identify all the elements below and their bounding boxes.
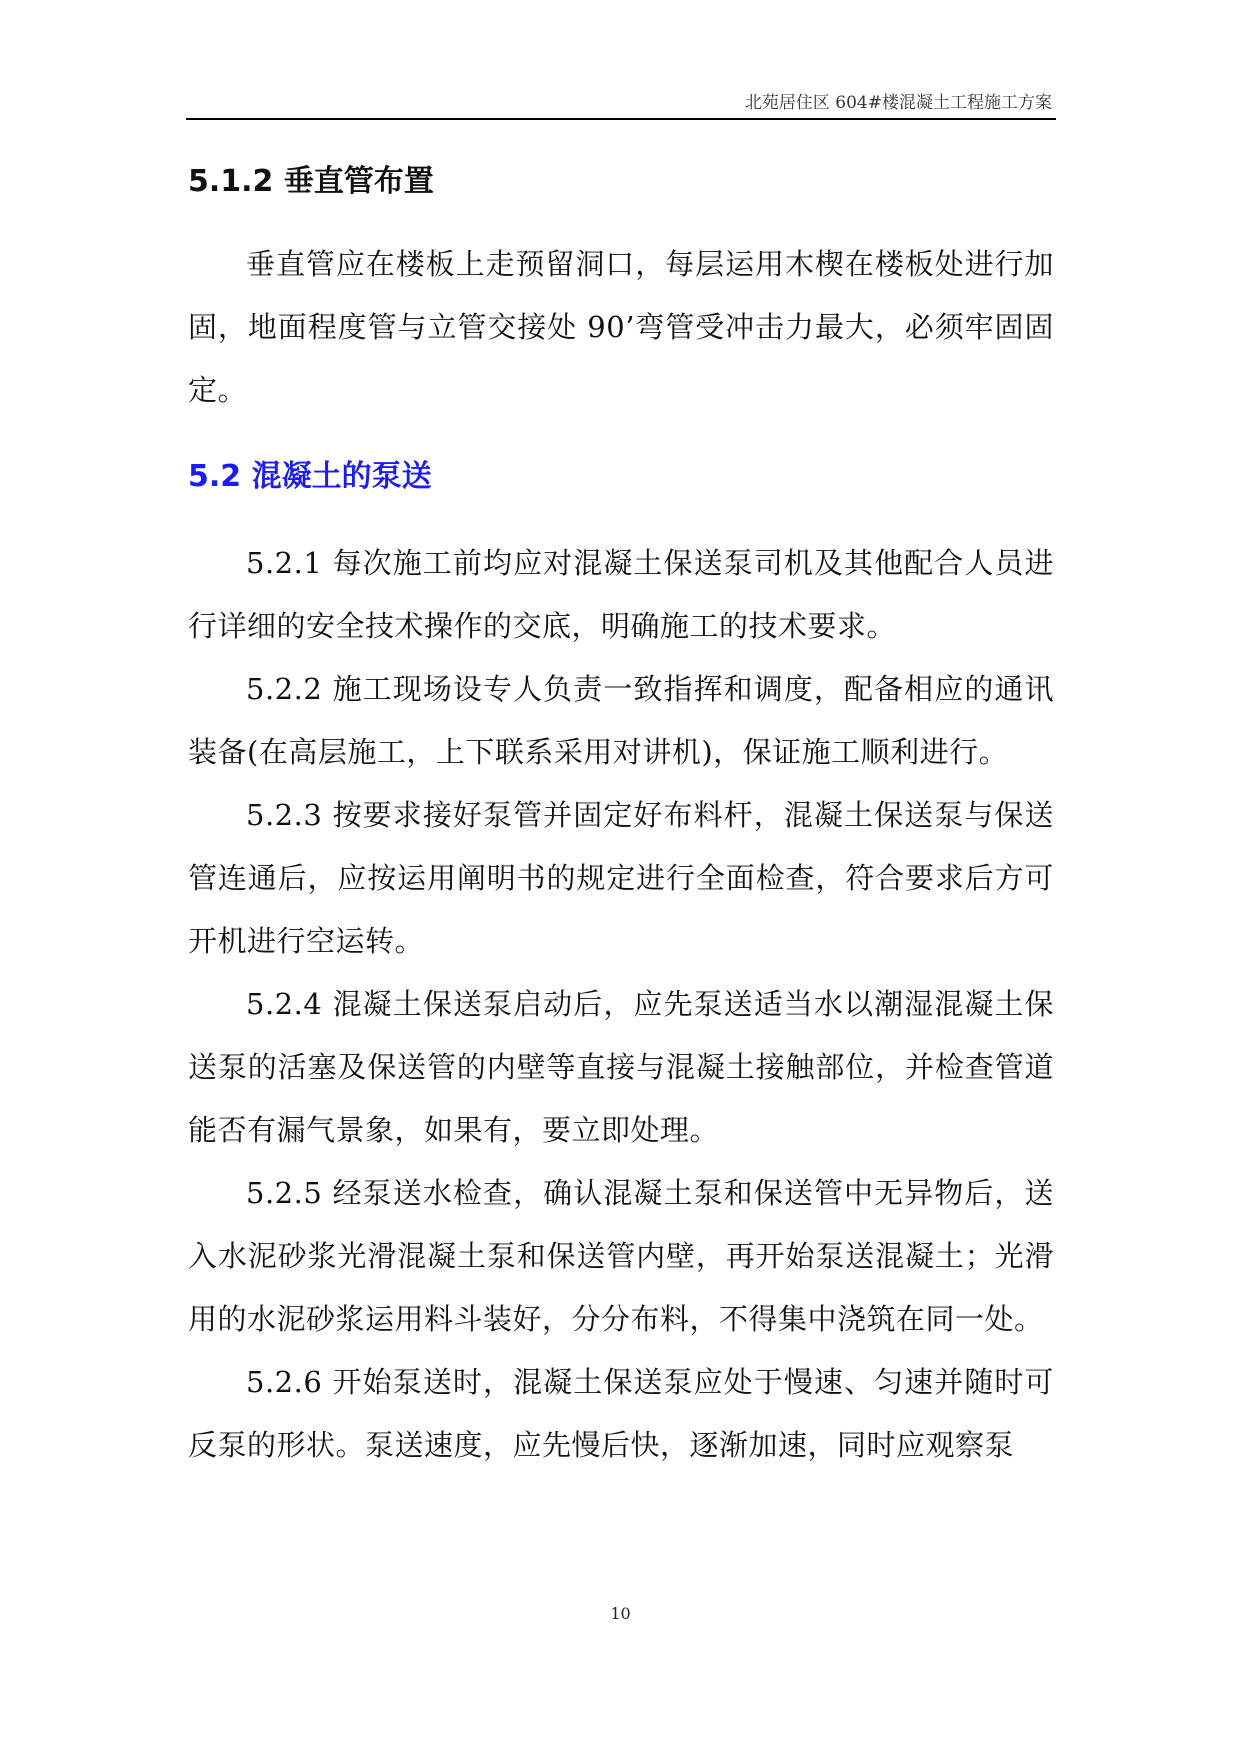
page-number: 10 — [610, 1604, 631, 1623]
item-5-2-3: 5.2.3 按要求接好泵管并固定好布料杆，混凝土保送泵与保送管连通后，应按运用阐明书的规定进行全面检查，符合要求后方可开机进行空运转。 — [188, 798, 1054, 958]
section-5-1-2-heading: 5.1.2 垂直管布置 — [188, 164, 434, 199]
page-header — [186, 86, 1056, 120]
section-5-2-heading: 5.2 混凝土的泵送 — [188, 459, 432, 494]
item-5-2-5: 5.2.5 经泵送水检查，确认混凝土泵和保送管中无异物后，送入水泥砂浆光滑混凝土泵和保送管内壁，再开始泵送混凝土；光滑用的水泥砂浆运用料斗装好，分分布料，不得集中浇筑在同一处。 — [188, 1176, 1054, 1336]
item-5-2-6: 5.2.6 开始泵送时，混凝土保送泵应处于慢速、匀速并随时可反泵的形状。泵送速度，应先慢后快，逐渐加速，同时应观察泵 — [188, 1365, 1054, 1462]
section-5-1-2-paragraph: 垂直管应在楼板上走预留洞口，每层运用木楔在楼板处进行加固，地面程度管与立管交接处 90’弯管受冲击力最大，必须牢固固定。 — [188, 247, 1054, 407]
document-body — [188, 160, 1054, 1477]
header-title: 北苑居住区 604#楼混凝土工程施工方案 — [744, 93, 1052, 113]
item-5-2-4: 5.2.4 混凝土保送泵启动后，应先泵送适当水以潮湿混凝土保送泵的活塞及保送管的内壁等直接与混凝土接触部位，并检查管道能否有漏气景象，如果有，要立即处理。 — [188, 987, 1054, 1147]
item-5-2-2: 5.2.2 施工现场设专人负责一致指挥和调度，配备相应的通讯装备(在高层施工，上下联系采用对讲机)，保证施工顺利进行。 — [188, 672, 1054, 769]
item-5-2-1: 5.2.1 每次施工前均应对混凝土保送泵司机及其他配合人员进行详细的安全技术操作的交底，明确施工的技术要求。 — [188, 546, 1054, 643]
